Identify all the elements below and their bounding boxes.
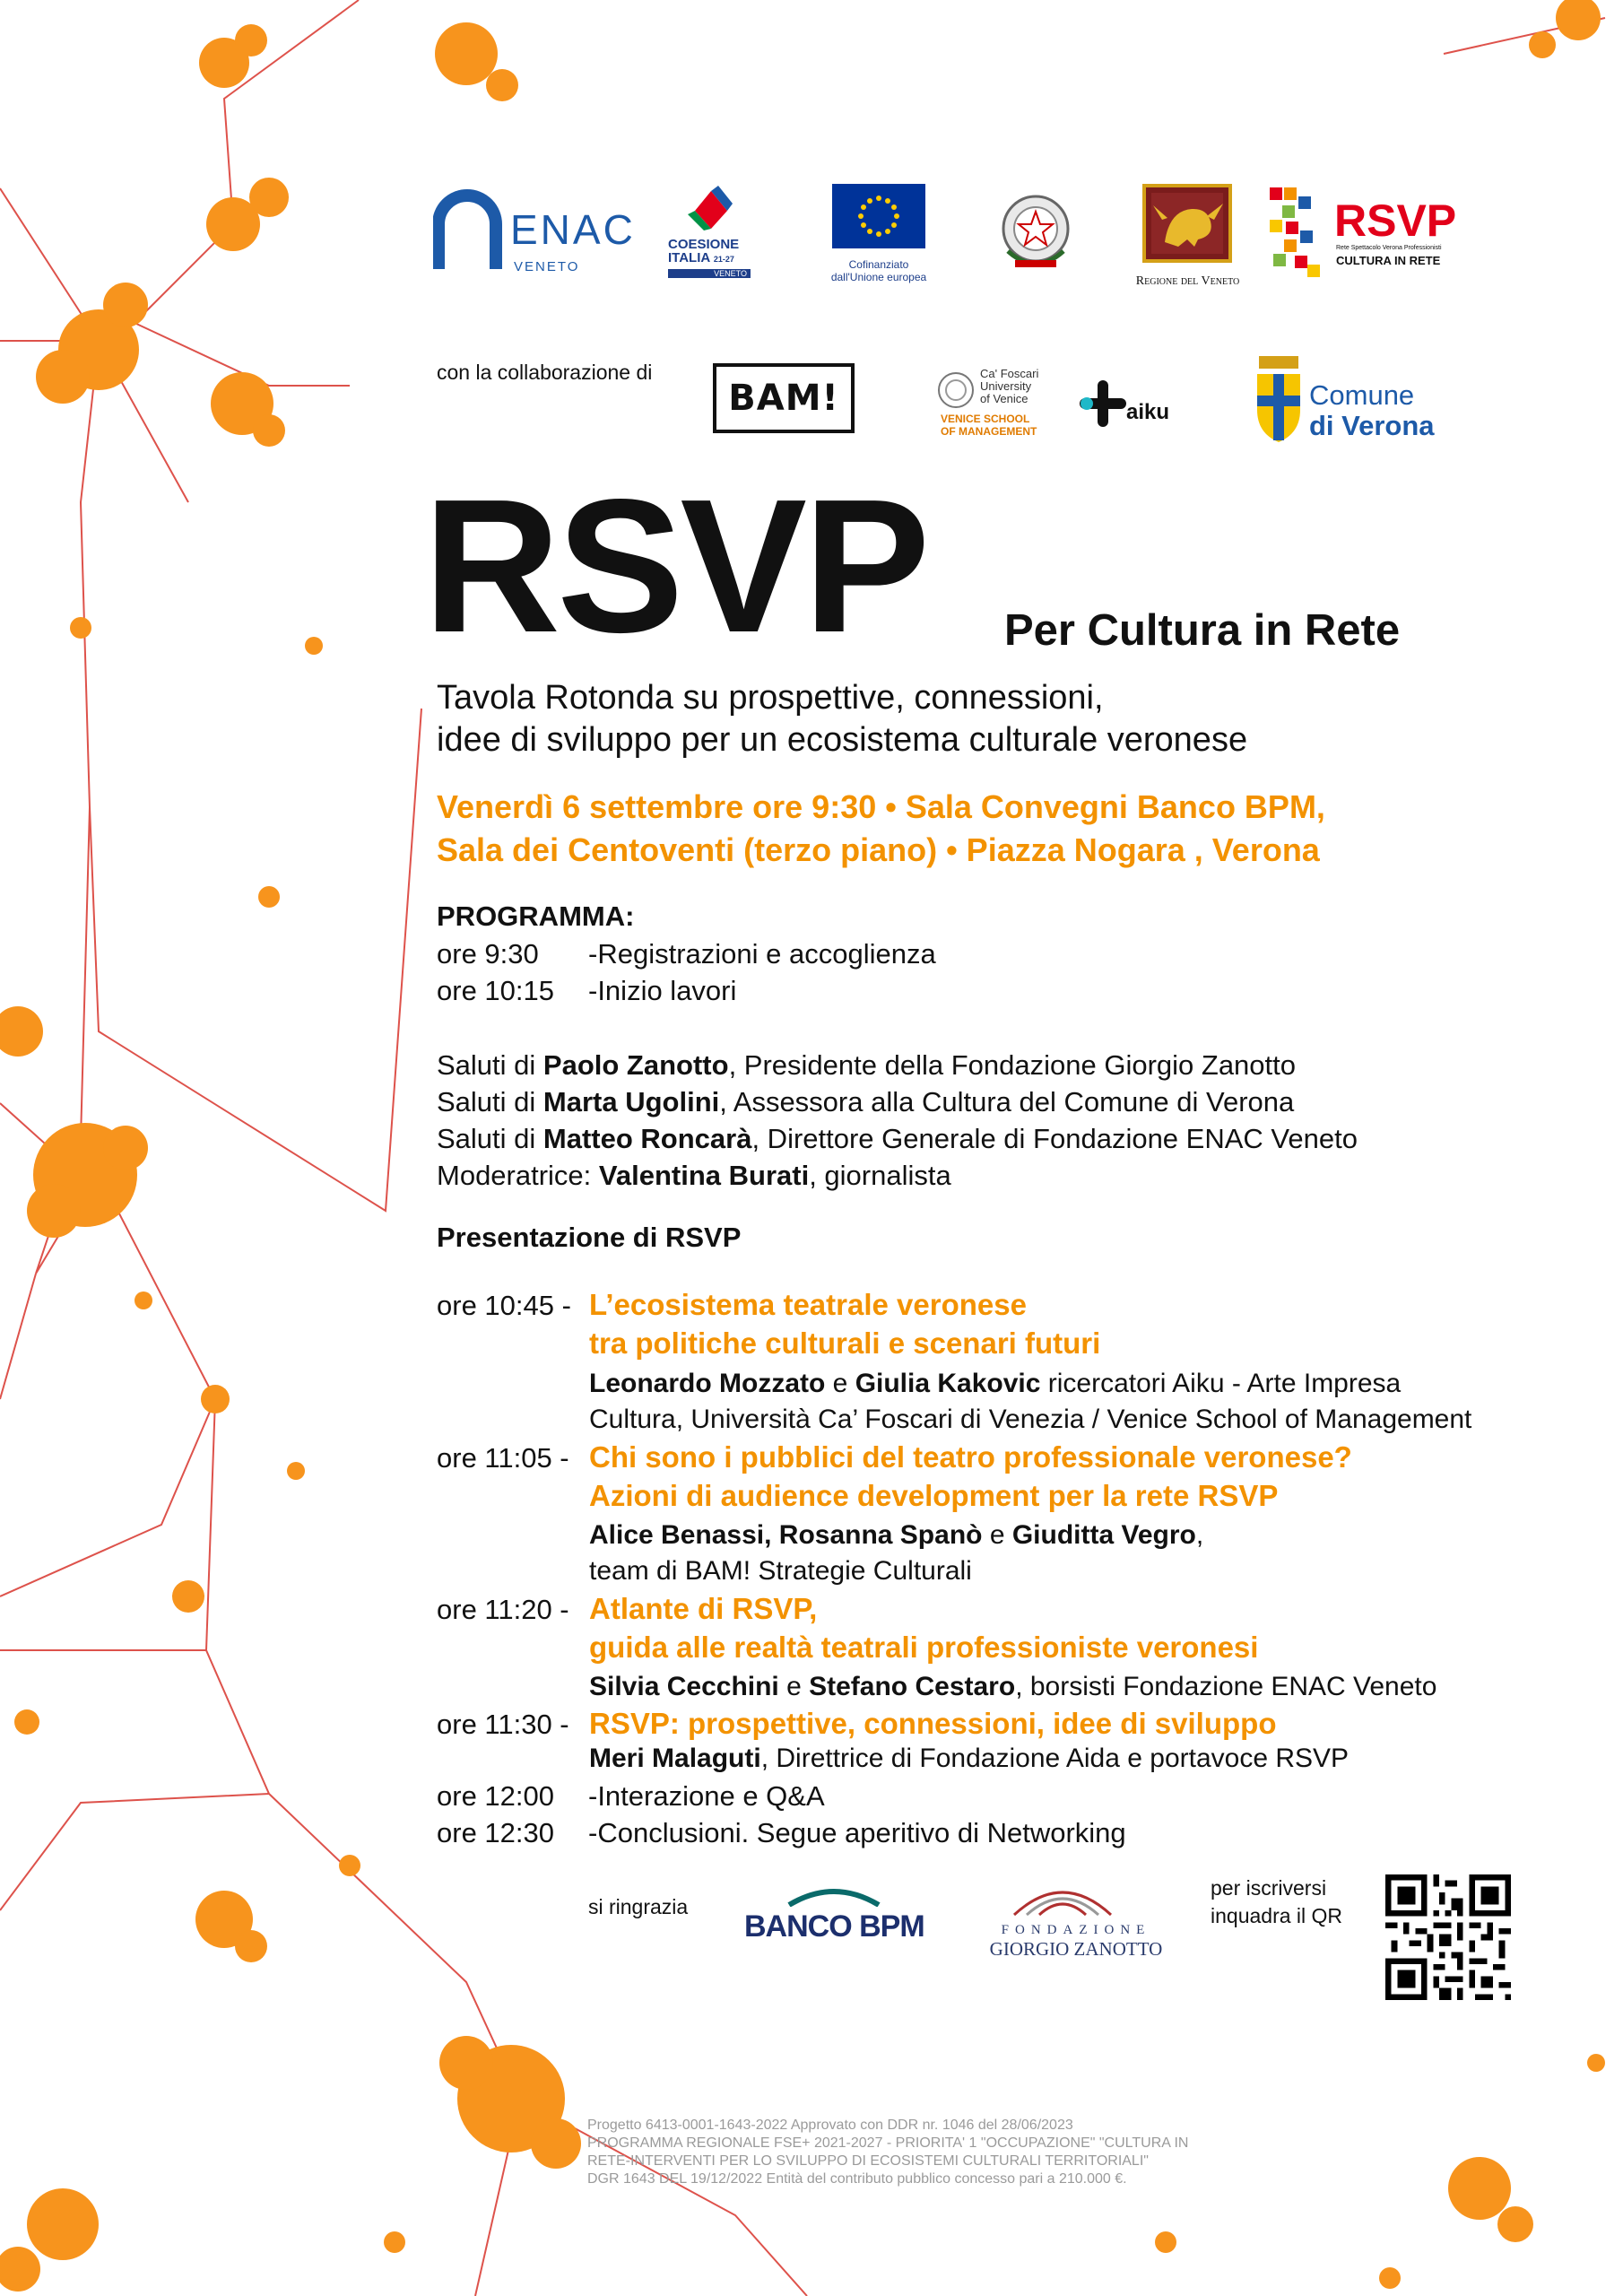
speaker-role: ricercatori Aiku - Arte Impresa (1040, 1369, 1402, 1398)
session-speakers (589, 1744, 1349, 1774)
coesione-cube-icon (668, 184, 753, 233)
banco-bpm-logo (744, 1883, 933, 1946)
bam-label: BAM! (713, 363, 855, 433)
agenda-time: ore 12:30 (437, 1817, 554, 1848)
session-row (437, 1442, 588, 1474)
rsvp-cultura-in-rete-logo (1264, 184, 1471, 283)
greeting-prefix: Saluti di (437, 1123, 543, 1154)
conjunction: e (778, 1672, 810, 1701)
speaker-name: Paolo Zanotto (542, 1049, 729, 1081)
enac-name: ENAC (510, 206, 636, 253)
eu-cofinanziato-logo (820, 184, 937, 287)
bpm-label: BANCO BPM (744, 1909, 924, 1944)
session-time: ore 11:30 - (437, 1709, 569, 1740)
zanotto-arcs-icon (1009, 1879, 1116, 1918)
collaboration-label: con la collaborazione di (437, 361, 653, 384)
eu-line1: Cofinanziato (848, 258, 909, 271)
speaker-name: Meri Malaguti (589, 1744, 761, 1773)
rsvp-logo-name: RSVP (1334, 196, 1457, 246)
speaker-role: , Direttrice di Fondazione Aida e portavoce RSVP (760, 1744, 1350, 1773)
speaker-role: , Assessora alla Cultura del Comune di Verona (719, 1086, 1295, 1118)
session-speakers (589, 1672, 1436, 1702)
agenda-time: ore 9:30 (437, 938, 539, 970)
session-title: Atlante di RSVP, (589, 1592, 818, 1625)
lion-of-st-mark-icon (1142, 184, 1232, 263)
programma-heading: PROGRAMMA: (437, 900, 635, 932)
comune-di-verona-logo (1254, 354, 1455, 444)
speaker-name: Marta Ugolini (542, 1086, 720, 1118)
agenda-time: ore 10:15 (437, 975, 554, 1006)
coesione-line1: COESIONE (668, 237, 740, 252)
cafoscari-line4: VENICE SCHOOL (941, 413, 1030, 425)
fine-print-line-1: Progetto 6413-0001-1643-2022 Approvato con DDR nr. 1046 del 28/06/2023 (587, 2118, 1073, 2133)
greeting-prefix: Saluti di (437, 1086, 543, 1118)
eu-flag-icon (832, 184, 925, 248)
lead-text (437, 677, 1247, 761)
registration-qr-code[interactable] (1385, 1874, 1511, 2000)
session-row (437, 1290, 588, 1322)
fondazione-zanotto-logo (968, 1879, 1184, 1969)
bpm-arc-icon (744, 1883, 924, 1907)
conjunction: e (825, 1369, 855, 1398)
coesione-italia-logo (668, 184, 753, 287)
session-speakers (589, 1520, 1203, 1551)
comma: , (1195, 1520, 1204, 1550)
presentation-heading: Presentazione di RSVP (437, 1222, 742, 1253)
agenda-row (437, 1817, 1126, 1849)
session-time: ore 11:05 - (437, 1442, 569, 1474)
rsvp-logo-line1: Rete Spettacolo Verona Professionisti (1336, 245, 1442, 251)
session-time: ore 11:20 - (437, 1594, 569, 1625)
agenda-text: -Registrazioni e accoglienza (588, 938, 936, 970)
agenda-text: -Interazione e Q&A (588, 1780, 825, 1812)
session-title: RSVP: prospettive, connessioni, idee di sviluppo (589, 1707, 1277, 1740)
cafoscari-logo (937, 368, 1054, 439)
coesione-line2: ITALIA (668, 250, 710, 265)
enac-sub: VENETO (514, 259, 580, 274)
repubblica-italiana-emblem (995, 188, 1076, 278)
agenda-text: -Inizio lavori (588, 975, 737, 1006)
qr-instructions (1211, 1874, 1342, 1930)
aiku-logo (1076, 377, 1184, 430)
lead-line-1: Tavola Rotonda su prospettive, connessioni, (437, 679, 1104, 717)
session-title: Azioni di audience development per la rete RSVP (589, 1479, 1279, 1512)
speaker-name: Silvia Cecchini (589, 1672, 779, 1701)
speaker-name: Giuditta Vegro (1011, 1520, 1196, 1550)
fine-print-line-2: PROGRAMMA REGIONALE FSE+ 2021-2027 - PRIORITA' 1 "OCCUPAZIONE" "CULTURA IN (587, 2135, 1189, 2151)
fine-print-line-4: DGR 1643 DEL 19/12/2022 Entità del contributo pubblico concesso pari a 210.000 €. (587, 2171, 1127, 2187)
speaker-role: , Direttore Generale di Fondazione ENAC Veneto (751, 1123, 1358, 1154)
session-speakers (589, 1369, 1401, 1399)
coesione-tag: VENETO (668, 269, 751, 278)
agenda-row (437, 1780, 825, 1813)
cafoscari-seal-icon (937, 371, 975, 409)
verona-shield-icon (1254, 354, 1304, 444)
speaker-name: Giulia Kakovic (855, 1369, 1041, 1398)
session-time: ore 10:45 - (437, 1290, 571, 1321)
session-row (437, 1594, 588, 1626)
zanotto-line2: GIORGIO ZANOTTO (989, 1938, 1163, 1960)
speaker-name: Leonardo Mozzato (589, 1369, 826, 1398)
cafoscari-line3: of Venice (980, 392, 1028, 405)
moderator-row (437, 1160, 951, 1192)
qr-text-line-1: per iscriversi (1211, 1876, 1327, 1900)
qr-text-line-2: inquadra il QR (1211, 1904, 1343, 1927)
speaker-name: Stefano Cestaro (809, 1672, 1016, 1701)
speaker-name: Matteo Roncarà (542, 1123, 752, 1154)
event-date-location (437, 786, 1325, 872)
moderator-name: Valentina Burati (598, 1160, 810, 1191)
session-speakers-line2: Cultura, Università Ca’ Foscari di Venezia / Venice School of Management (589, 1405, 1472, 1434)
fine-print-line-3: RETE-INTERVENTI PER LO SVILUPPO DI ECOSISTEMI CULTURALI TERRITORIALI" (587, 2153, 1149, 2169)
session-row (437, 1709, 588, 1741)
greeting-row (437, 1123, 1358, 1155)
greeting-prefix: Saluti di (437, 1049, 543, 1081)
moderator-prefix: Moderatrice: (437, 1160, 599, 1191)
rsvp-logo-line2: CULTURA IN RETE (1336, 254, 1441, 267)
page-title: RSVP (423, 459, 927, 672)
session-speakers-line2: team di BAM! Strategie Culturali (589, 1556, 972, 1586)
page-subtitle: Per Cultura in Rete (1004, 606, 1401, 655)
verona-line1: Comune (1309, 379, 1415, 411)
rsvp-figure-icon (1264, 184, 1329, 279)
when-line-1: Venerdì 6 settembre ore 9:30 • Sala Convegni Banco BPM, (437, 788, 1325, 825)
speaker-role: , borsisti Fondazione ENAC Veneto (1015, 1672, 1437, 1701)
agenda-row (437, 938, 936, 970)
moderator-role: , giornalista (809, 1160, 951, 1191)
zanotto-line1: FONDAZIONE (1001, 1923, 1151, 1937)
session-title: tra politiche culturali e scenari futuri (589, 1326, 1101, 1360)
agenda-text: -Conclusioni. Segue aperitivo di Networking (588, 1817, 1126, 1848)
conjunction: e (982, 1520, 1012, 1550)
qr-code-icon (1385, 1874, 1511, 2000)
agenda-row (437, 975, 736, 1007)
thanks-label: si ringrazia (588, 1895, 689, 1918)
session-title: L’ecosistema teatrale veronese (589, 1288, 1027, 1321)
lead-line-2: idee di sviluppo per un ecosistema culturale veronese (437, 721, 1248, 759)
funding-fine-print (587, 2117, 1341, 2188)
regione-veneto-logo (1132, 184, 1244, 287)
when-line-2: Sala dei Centoventi (terzo piano) • Piazza Nogara , Verona (437, 831, 1320, 868)
cafoscari-line5: OF MANAGEMENT (941, 425, 1037, 438)
session-title: Chi sono i pubblici del teatro professionale veronese? (589, 1440, 1352, 1474)
enac-veneto-logo (433, 184, 636, 283)
aiku-plus-icon (1076, 377, 1130, 430)
cafoscari-line1: Ca' Foscari (980, 367, 1039, 380)
italian-emblem-icon (995, 188, 1076, 278)
speaker-role: , Presidente della Fondazione Giorgio Zanotto (728, 1049, 1297, 1081)
greeting-row (437, 1049, 1296, 1082)
agenda-time: ore 12:00 (437, 1780, 554, 1812)
veneto-label: Regione del Veneto (1135, 274, 1240, 288)
cafoscari-line2: University (980, 379, 1032, 393)
bam-logo (713, 363, 856, 435)
speaker-names: Alice Benassi, Rosanna Spanò (589, 1520, 983, 1550)
aiku-label: aiku (1126, 400, 1170, 424)
verona-line2: di Verona (1309, 410, 1435, 441)
session-title: guida alle realtà teatrali professioniste veronesi (589, 1631, 1259, 1664)
greeting-row (437, 1086, 1294, 1118)
eu-line2: dall'Unione europea (830, 271, 927, 283)
coesione-years: 21-27 (713, 255, 734, 264)
